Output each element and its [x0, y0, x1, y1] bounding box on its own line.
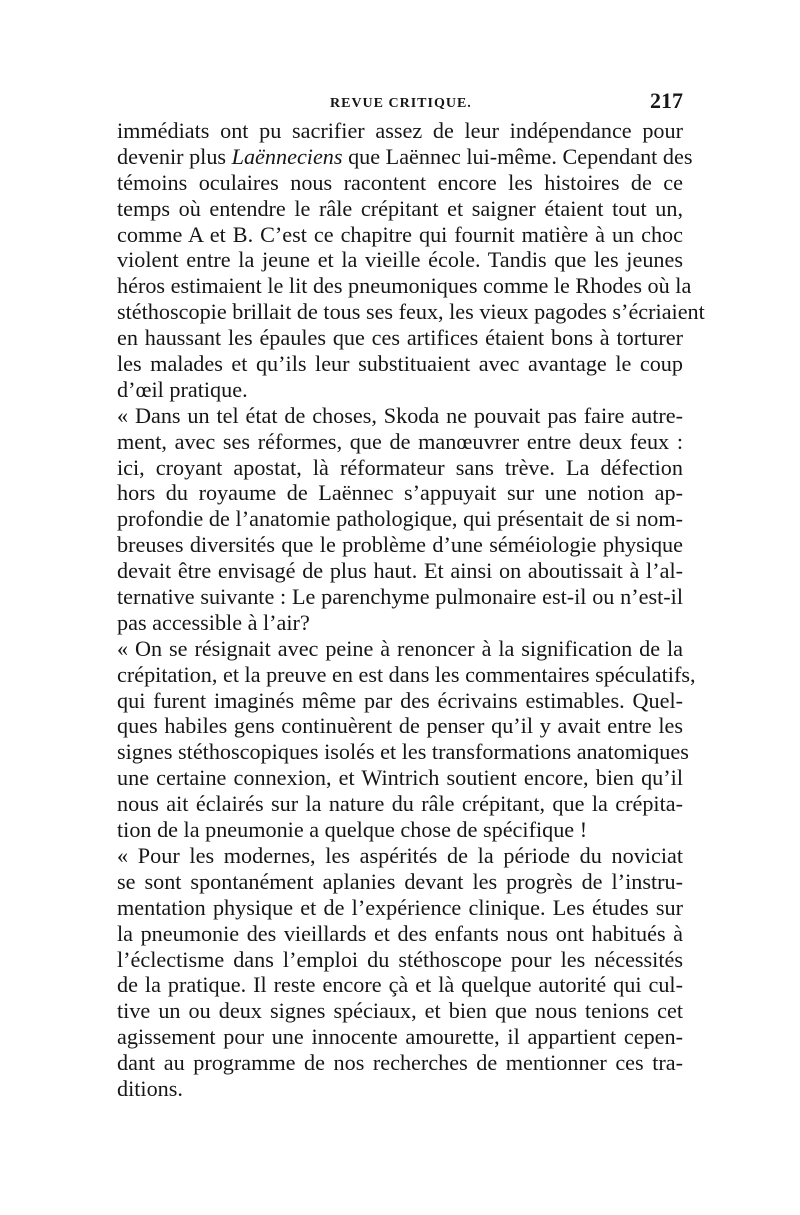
text-line: agissement pour une innocente amourette, il appartient cepen-: [117, 1024, 683, 1050]
text-line: profondie de l’anatomie pathologique, qui présentait de si nom-: [117, 506, 683, 532]
text-line: en haussant les épaules que ces artifices étaient bons à torturer: [117, 325, 683, 351]
italic-term: Laënneciens: [231, 143, 343, 169]
text-line: violent entre la jeune et la vieille école. Tandis que les jeunes: [117, 247, 683, 273]
text-line: « Pour les modernes, les aspérités de la période du noviciat: [117, 842, 683, 868]
book-page: [117, 88, 705, 1102]
text-line: pas accessible à l’air?: [117, 609, 310, 635]
text-line: se sont spontanément aplanies devant les progrès de l’instru-: [117, 868, 683, 894]
text-line: ques habiles gens continuèrent de penser qu’il y avait entre les: [117, 713, 683, 739]
text-line: ici, croyant apostat, là réformateur sans trève. La défection: [117, 454, 683, 480]
text-line: devenir plus Laënneciens que Laënnec lui-même. Cependant des: [117, 143, 693, 169]
text-line: dant au programme de nos recherches de mentionner ces tra-: [117, 1050, 683, 1076]
paragraph: [117, 118, 705, 403]
text-line: tive un ou deux signes spéciaux, et bien que nous tenions cet: [117, 998, 683, 1024]
text-line: la pneumonie des vieillards et des enfants nous ont habitués à: [117, 920, 683, 946]
text-line: d’œil pratique.: [117, 376, 248, 402]
text-line: qui furent imaginés même par des écrivains estimables. Quel-: [117, 687, 683, 713]
text-line: crépitation, et la preuve en est dans les commentaires spéculatifs,: [117, 661, 696, 687]
text-line: « Dans un tel état de choses, Skoda ne pouvait pas faire autre-: [117, 402, 683, 428]
paragraph: [117, 843, 683, 1102]
text-line: mentation physique et de l’expérience clinique. Les études sur: [117, 894, 683, 920]
text-line: nous ait éclairés sur la nature du râle crépitant, que la crépita-: [117, 791, 683, 817]
text-line: temps où entendre le râle crépitant et saigner étaient tout un,: [117, 195, 683, 221]
running-head-title: REVUE CRITIQUE.: [330, 96, 472, 111]
body-text: [117, 118, 705, 1102]
text-line: témoins oculaires nous racontent encore les histoires de ce: [117, 169, 683, 195]
text-line: les malades et qu’ils leur substituaient avec avantage le coup: [117, 351, 683, 377]
text-line: l’éclectisme dans l’emploi du stéthoscope pour les nécessités: [117, 946, 683, 972]
text-line: ment, avec ses réformes, que de manœuvrer entre deux feux :: [117, 428, 683, 454]
text-line: immédiats ont pu sacrifier assez de leur indépendance pour: [117, 118, 683, 143]
text-line: tion de la pneumonie a quelque chose de spécifique !: [117, 817, 588, 843]
text-line: ternative suivante : Le parenchyme pulmonaire est-il ou n’est-il: [117, 584, 683, 610]
text-line: de la pratique. Il reste encore çà et là quelque autorité qui cul-: [117, 972, 683, 998]
text-line: signes stéthoscopiques isolés et les transformations anatomiques: [117, 739, 689, 765]
paragraph: [117, 635, 696, 843]
text-line: comme A et B. C’est ce chapitre qui fournit matière à un choc: [117, 221, 683, 247]
running-head: [117, 88, 683, 118]
text-line: stéthoscopie brillait de tous ses feux, les vieux pagodes s’écriaient: [117, 299, 705, 325]
text-line: ditions.: [117, 1075, 183, 1101]
text-line: héros estimaient le lit des pneumoniques comme le Rhodes où la: [117, 273, 692, 299]
text-line: hors du royaume de Laënnec s’appuyait sur une notion ap-: [117, 480, 683, 506]
text-line: une certaine connexion, et Wintrich soutient encore, bien qu’il: [117, 765, 683, 791]
paragraph: [117, 403, 683, 636]
text-line: devait être envisagé de plus haut. Et ainsi on aboutissait à l’al-: [117, 558, 683, 584]
text-line: « On se résignait avec peine à renoncer à la signification de la: [117, 635, 683, 661]
page-number: 217: [650, 88, 683, 113]
text-line: breuses diversités que le problème d’une séméiologie physique: [117, 532, 683, 558]
